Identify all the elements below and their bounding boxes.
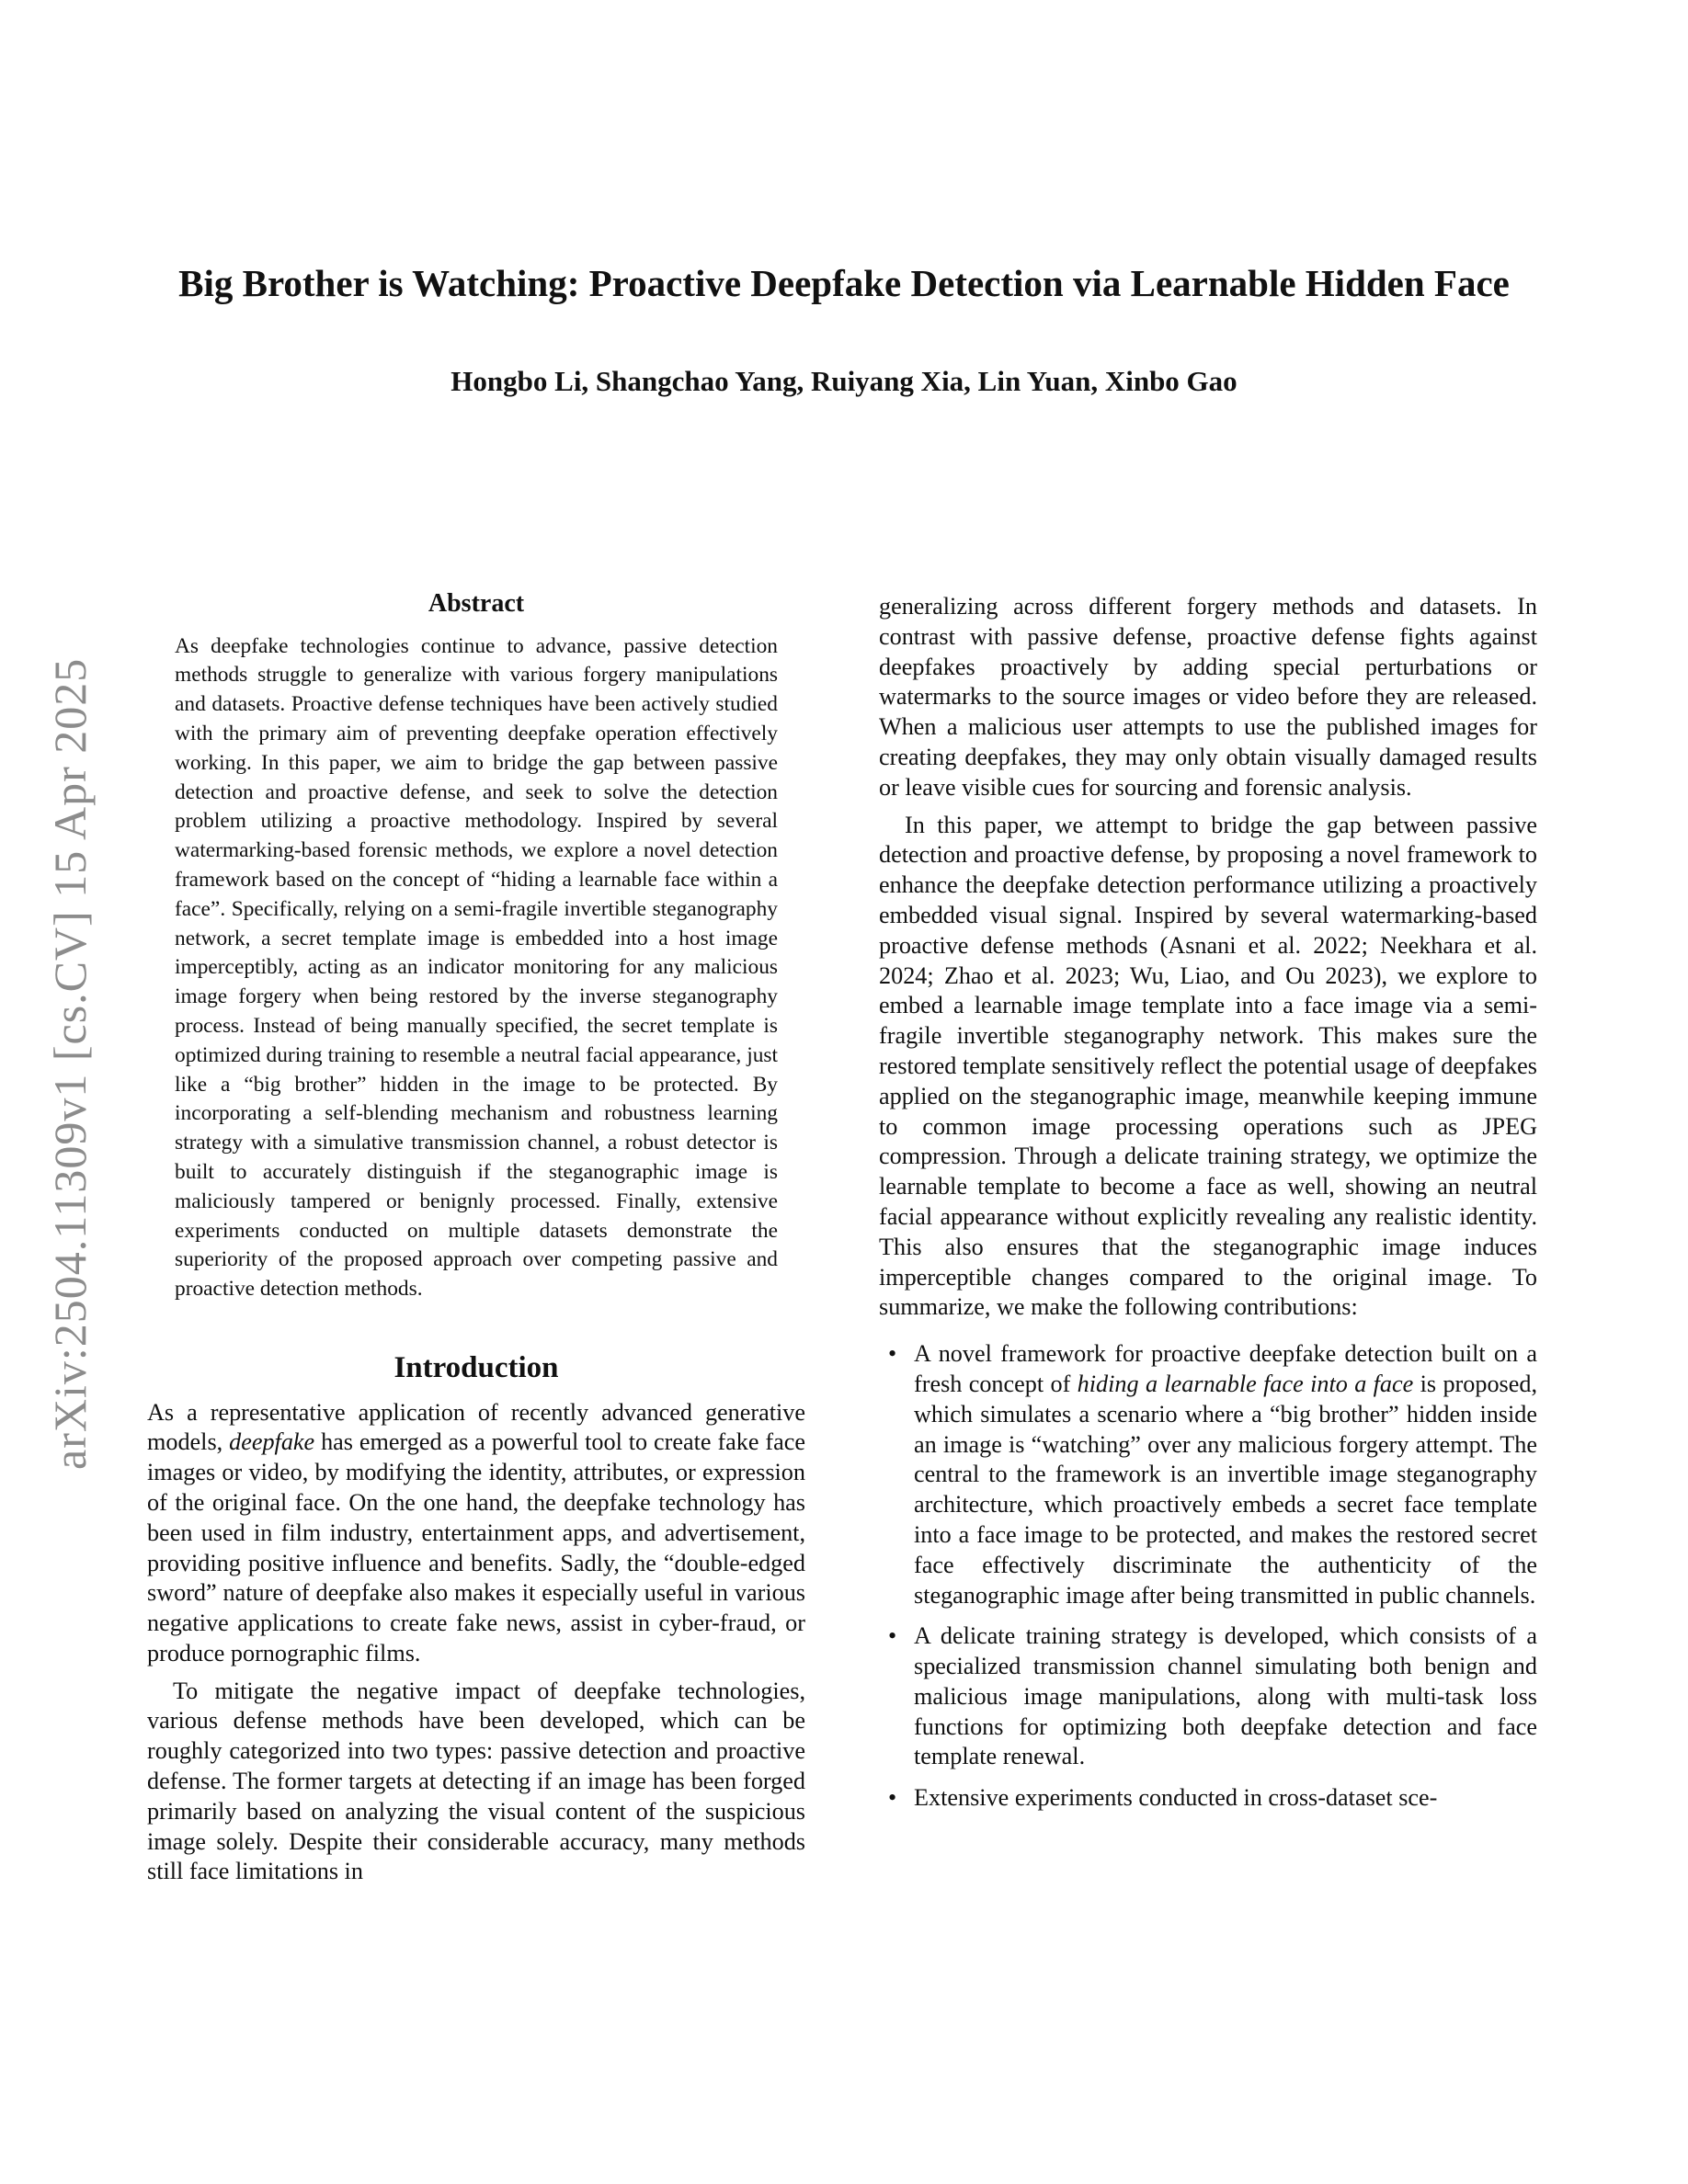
abstract-text: As deepfake technologies continue to advance, passive detection methods struggle to generalize with various forgery manipulations and datasets. Proactive defense techniques have been actively studied with the primary aim of preventing deepfake operation effectively working. In this paper, we aim to bridge the gap between passive detection and proactive defense, and seek to solve the detection problem utilizing a proactive methodology. Inspired by several watermarking-based forensic methods, we explore a novel detection framework based on the concept of “hiding a learnable face within a face”. Specifically, relying on a semi-fragile invertible steganography network, a secret template image is embedded into a host image imperceptibly, acting as an indicator monitoring for any malicious image forgery when being restored by the inverse steganography process. Instead of being manually specified, the secret template is optimized during training to resemble a neutral facial appearance, just like a “big brother” hidden in the image to be protected. By incorporating a self-blending mechanism and robustness learning strategy with a simulative transmission channel, a robust detector is built to accurately distinguish if the steganographic image is maliciously tampered or benignly processed. Finally, extensive experiments conducted on multiple datasets demonstrate the superiority of the proposed approach over competing passive and proactive detection methods.: [175, 633, 778, 1302]
right-column: [879, 592, 1537, 1825]
bullet-marker: •: [888, 1622, 897, 1650]
arxiv-identifier: arXiv:2504.11309v1 [cs.CV] 15 Apr 2025: [44, 657, 96, 1471]
contribution-item-1: [879, 1339, 1537, 1610]
abstract-heading: Abstract: [428, 589, 525, 618]
contrib2-text: A delicate training strategy is developed, which consists of a specialized transmission channel simulating both benign and malicious image manipulations, along with multi-task loss functions for optimizing both deepfake detection and face template renewal.: [914, 1622, 1537, 1770]
intro-paragraph-2: To mitigate the negative impact of deepfake technologies, various defense methods have been developed, which can be roughly categorized into two types: passive detection and proactive defense. The former targets at detecting if an image has been forged primarily based on analyzing the visual content of the suspicious image solely. Despite their considerable accuracy, many methods still face limitations in: [147, 1677, 805, 1885]
intro-p1-emphasis: deepfake: [229, 1428, 315, 1456]
contribution-item-2: [879, 1621, 1537, 1772]
bullet-marker: •: [888, 1340, 897, 1368]
contrib1-emphasis: hiding a learnable face into a face: [1077, 1370, 1414, 1397]
bullet-marker: •: [888, 1784, 897, 1812]
intro-paragraph-1: [147, 1398, 805, 1669]
intro-paragraph-4: In this paper, we attempt to bridge the gap between passive detection and proactive defense, by proposing a novel framework to enhance the deepfake detection performance utilizing a proactively embedded visual signal. Inspired by several watermarking-based proactive defense methods (Asnani et al. 2022; Neekhara et al. 2024; Zhao et al. 2023; Wu, Liao, and Ou 2023), we explore to embed a learnable image template into a face image via a semi-fragile invertible steganography network. This makes sure the restored template sensitively reflect the potential usage of deepfakes applied on the steganographic image, meanwhile keeping immune to common image processing operations such as JPEG compression. Through a delicate training strategy, we optimize the learnable template to become a face as well, showing an neutral facial appearance without explicitly revealing any realistic identity. This also ensures that the steganographic image induces imperceptible changes compared to the original image. To summarize, we make the following contributions:: [879, 811, 1537, 1321]
paper-title: Big Brother is Watching: Proactive Deepfake Detection via Learnable Hidden Face: [178, 262, 1510, 304]
contribution-item-3: [879, 1783, 1537, 1814]
intro-p1-end: has emerged as a powerful tool to create fake face images or video, by modifying the identity, attributes, or expression of the original face. On the one hand, the deepfake technology has been used in film industry, entertainment apps, and advertisement, providing positive influence and benefits. Sadly, the “double-edged sword” nature of deepfake also makes it especially useful in various negative applications to create fake news, assist in cyber-fraud, or produce pornographic films.: [147, 1428, 805, 1666]
intro-paragraph-3: generalizing across different forgery methods and datasets. In contrast with passive defense, proactive defense fights against deepfakes proactively by adding special perturbations or watermarks to the source images or video before they are released. When a malicious user attempts to use the published images for creating deepfakes, they may only obtain visually damaged results or leave visible cues for sourcing and forensic analysis.: [879, 593, 1537, 801]
introduction-heading: Introduction: [393, 1350, 559, 1384]
contrib3-text: Extensive experiments conducted in cross-dataset sce-: [914, 1784, 1438, 1812]
contrib1-end: is proposed, which simulates a scenario where a “big brother” hidden inside an image is “watching” over any malicious forgery attempt. The central to the framework is an invertible image steganography architecture, which proactively embeds a secret face template into a face image to be protected, and makes the restored secret face effectively discriminate the authenticity of the steganographic image after being transmitted in public channels.: [914, 1370, 1537, 1609]
author-list: Hongbo Li, Shangchao Yang, Ruiyang Xia, Lin Yuan, Xinbo Gao: [451, 365, 1237, 397]
left-column: [147, 588, 805, 1887]
intro-p1-start: As a representative application of recently advanced generative models,: [147, 1398, 805, 1456]
contrib1-start: A novel framework for proactive deepfake detection built on a fresh concept of: [914, 1340, 1537, 1397]
contributions-list: [879, 1339, 1537, 1814]
